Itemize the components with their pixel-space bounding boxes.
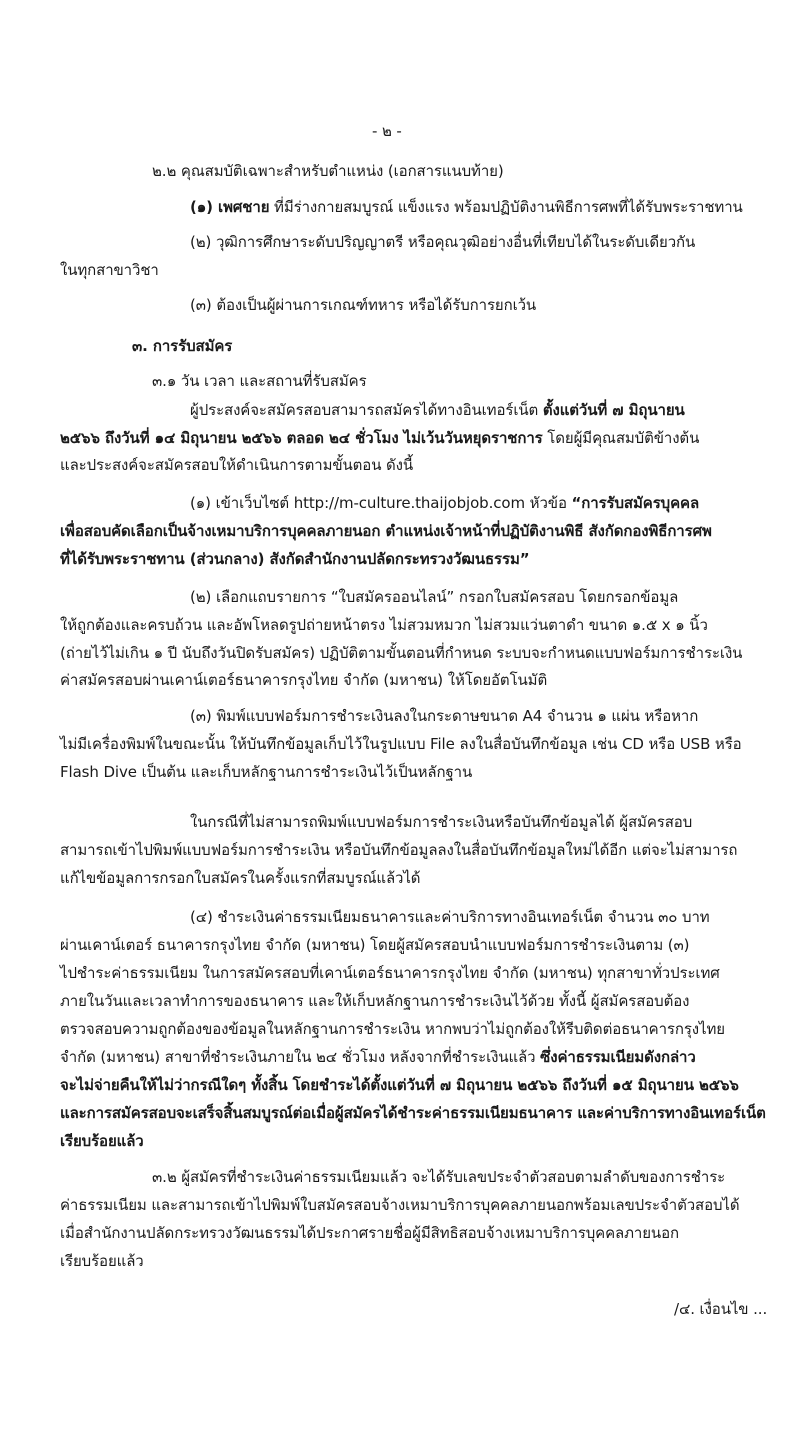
section-2-2-title: ๒.๒ คุณสมบัติเฉพาะสำหรับตำแหน่ง (เอกสารแนบท้าย)	[152, 162, 504, 180]
step-3-line-2: ไม่มีเครื่องพิมพ์ในขณะนั้น ให้บันทึกข้อมูลเก็บไว้ในรูปแบบ File ลงในสื่อบันทึกข้อมูล เช่น CD หรือ USB หรือ	[60, 735, 742, 753]
section-3-2-line-3: เมื่อสำนักงานปลัดกระทรวงวัฒนธรรมได้ประกาศรายชื่อผู้มีสิทธิสอบจ้างเหมาบริการบุคคลภายนอก	[60, 1224, 679, 1242]
step-4-line-4: ภายในวันและเวลาทำการของธนาคาร และให้เก็บหลักฐานการชำระเงินไว้ด้วย ทั้งนี้ ผู้สมัครสอบต้อง	[60, 992, 690, 1010]
step-1-line-1-text: (๑) เข้าเว็บไซต์ http://m-culture.thaijobjob.com หัวข้อ	[190, 494, 572, 512]
section-3-2-line-2: ค่าธรรมเนียม และสามารถเข้าไปพิมพ์ใบสมัครสอบจ้างเหมาบริการบุคคลภายนอกพร้อมเลขประจำตัวสอบได้	[60, 1196, 740, 1214]
case-line-3: แก้ไขข้อมูลการกรอกใบสมัครในครั้งแรกที่สมบูรณ์แล้วได้	[60, 869, 421, 887]
intro-line-1	[190, 397, 685, 423]
intro-line-2-text: โดยผู้มีคุณสมบัติข้างต้น	[542, 429, 700, 447]
step-4-line-9: เรียบร้อยแล้ว	[60, 1132, 144, 1150]
section-3-title: ๓. การรับสมัคร	[132, 337, 233, 355]
qualification-item-1-text: ที่มีร่างกายสมบูรณ์ แข็งแรง พร้อมปฏิบัติงานพิธีการศพที่ได้รับพระราชทาน	[269, 198, 743, 216]
step-4-line-3: ไปชำระค่าธรรมเนียม ในการสมัครสอบที่เคาน์เตอร์ธนาคารกรุงไทย จำกัด (มหาชน) ทุกสาขาทั่วประเทศ	[60, 964, 720, 982]
step-2-line-1: (๒) เลือกแถบรายการ “ใบสมัครออนไลน์” กรอกใบสมัครสอบ โดยกรอกข้อมูล	[190, 588, 679, 606]
case-line-1: ในกรณีที่ไม่สามารถพิมพ์แบบฟอร์มการชำระเงินหรือบันทึกข้อมูลได้ ผู้สมัครสอบ	[190, 813, 693, 831]
qualification-item-2-line-1: (๒) วุฒิการศึกษาระดับปริญญาตรี หรือคุณวุฒิอย่างอื่นที่เทียบได้ในระดับเดียวกัน	[190, 233, 696, 251]
step-4-line-1: (๔) ชำระเงินค่าธรรมเนียมธนาคารและค่าบริการทางอินเทอร์เน็ต จำนวน ๓๐ บาท	[190, 908, 710, 926]
step-4-line-7: จะไม่จ่ายคืนให้ไม่ว่ากรณีใดๆ ทั้งสิ้น โดยชำระได้ตั้งแต่วันที่ ๗ มิถุนายน ๒๕๖๖ ถึงวันที่ ๑๕ มิถุนายน ๒๕๖๖	[60, 1076, 739, 1094]
step-3-line-1: (๓) พิมพ์แบบฟอร์มการชำระเงินลงในกระดาษขนาด A4 จำนวน ๑ แผ่น หรือหาก	[190, 707, 699, 725]
case-line-2: สามารถเข้าไปพิมพ์แบบฟอร์มการชำระเงิน หรือบันทึกข้อมูลลงในสื่อบันทึกข้อมูลใหม่ได้อีก แต่จะไม่สามารถ	[60, 841, 738, 859]
step-2-line-4: ค่าสมัครสอบผ่านเคาน์เตอร์ธนาคารกรุงไทย จำกัด (มหาชน) ให้โดยอัตโนมัติ	[60, 671, 548, 689]
intro-line-1-bold: ตั้งแต่วันที่ ๗ มิถุนายน	[542, 401, 685, 419]
footer-continuation: /๔. เงื่อนไข ...	[674, 1300, 768, 1318]
step-2-line-3: (ถ่ายไว้ไม่เกิน ๑ ปี นับถึงวันปิดรับสมัคร) ปฏิบัติตามขั้นตอนที่กำหนด ระบบจะกำหนดแบบฟอร์มการชำระเงิน	[60, 644, 743, 662]
intro-line-1-text: ผู้ประสงค์จะสมัครสอบสามารถสมัครได้ทางอินเทอร์เน็ต	[190, 401, 543, 419]
qualification-item-2-line-2: ในทุกสาขาวิชา	[60, 261, 159, 279]
step-4-line-8: และการสมัครสอบจะเสร็จสิ้นสมบูรณ์ต่อเมื่อผู้สมัครได้ชำระค่าธรรมเนียมธนาคาร และค่าบริการทางอินเทอร์เน็ต	[60, 1104, 766, 1122]
page-number: - ๒ -	[372, 122, 402, 140]
section-3-2-line-1: ๓.๒ ผู้สมัครที่ชำระเงินค่าธรรมเนียมแล้ว จะได้รับเลขประจำตัวสอบตามลำดับของการชำระ	[152, 1168, 726, 1186]
step-1-line-1	[190, 490, 699, 516]
qualification-item-3: (๓) ต้องเป็นผู้ผ่านการเกณฑ์ทหาร หรือได้รับการยกเว้น	[190, 296, 537, 314]
section-3-1-title: ๓.๑ วัน เวลา และสถานที่รับสมัคร	[152, 372, 367, 390]
step-4-line-6-bold: ซึ่งค่าธรรมเนียมดังกล่าว	[540, 1048, 696, 1066]
qualification-item-1-bold: (๑) เพศชาย	[190, 198, 270, 216]
intro-line-2-bold: ๒๕๖๖ ถึงวันที่ ๑๔ มิถุนายน ๒๕๖๖ ตลอด ๒๔ ชั่วโมง ไม่เว้นวันหยุดราชการ	[60, 429, 543, 447]
step-1-line-1-bold: “การรับสมัครบุคคล	[571, 494, 700, 512]
step-3-line-3: Flash Dive เป็นต้น และเก็บหลักฐานการชำระเงินไว้เป็นหลักฐาน	[60, 763, 473, 781]
step-4-line-5: ตรวจสอบความถูกต้องของข้อมูลในหลักฐานการชำระเงิน หากพบว่าไม่ถูกต้องให้รีบติดต่อธนาคารกรุงไทย	[60, 1020, 725, 1038]
intro-line-2	[60, 425, 699, 451]
section-3-2-line-4: เรียบร้อยแล้ว	[60, 1252, 144, 1270]
step-1-line-2: เพื่อสอบคัดเลือกเป็นจ้างเหมาบริการบุคคลภายนอก ตำแหน่งเจ้าหน้าที่ปฏิบัติงานพิธี สังกัดกองพิธีการศพ	[60, 522, 712, 540]
step-4-line-6-text: จำกัด (มหาชน) สาขาที่ชำระเงินภายใน ๒๔ ชั่วโมง หลังจากที่ชำระเงินแล้ว	[60, 1048, 541, 1066]
qualification-item-1	[190, 194, 743, 220]
step-4-line-2: ผ่านเคาน์เตอร์ ธนาคารกรุงไทย จำกัด (มหาชน) โดยผู้สมัครสอบนำแบบฟอร์มการชำระเงินตาม (๓)	[60, 936, 690, 954]
step-4-line-6	[60, 1044, 696, 1070]
intro-line-3: และประสงค์จะสมัครสอบให้ดำเนินการตามขั้นตอน ดังนี้	[60, 456, 414, 474]
step-2-line-2: ให้ถูกต้องและครบถ้วน และอัพโหลดรูปถ่ายหน้าตรง ไม่สวมหมวก ไม่สวมแว่นตาดำ ขนาด ๑.๕ x ๑ นิ้ว	[60, 616, 708, 634]
step-1-line-3: ที่ได้รับพระราชทาน (ส่วนกลาง) สังกัดสำนักงานปลัดกระทรวงวัฒนธรรม”	[60, 550, 530, 568]
